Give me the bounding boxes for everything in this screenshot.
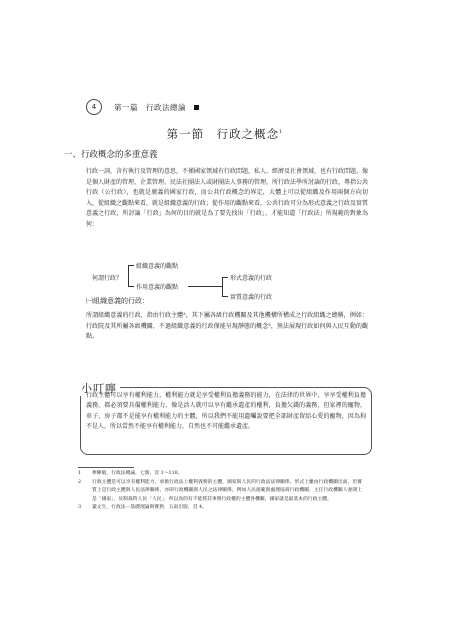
- diagram-branch-function: 作用意義的觀點: [136, 284, 179, 291]
- diagram-line: [128, 265, 134, 266]
- chapter-label: 第一篇 行政法總論: [114, 102, 186, 112]
- diagram-bracket-2: [222, 277, 223, 297]
- footnote: [78, 479, 362, 505]
- section-title-text: 第一節 行政之概念: [166, 127, 280, 141]
- footnote-rule: [78, 467, 134, 468]
- footnote-text: 行政主體是可以享有權利能力，承擔行政法上權利義務的主體，國家與人民的行政法法律關係，形式上雖由行政機關出面，但實質上是行政主體與人民法律關係，亦即行政機關與人民之法律關係，例如人民規範與處理協商行政機關，主任行政機關人妻開上是「國家」，於制裁時人民「人民」，所以真的有不能將其事務行政權的主體各機關，國家就是最基本的行政主體。: [92, 479, 362, 502]
- footnote-number: 2: [78, 479, 82, 485]
- footnote-text: 葉文生，行政法－基礎理論與實務，五南出版，頁 4。: [92, 505, 207, 511]
- diagram-leaf-substantive: 實質意義的行政: [230, 294, 273, 301]
- page-number: 4: [86, 99, 102, 115]
- footnote-text: 參陳敏，行政法總論，七版，頁 1～110。: [92, 471, 183, 476]
- footnote-number: 3: [78, 505, 82, 511]
- diagram-line: [222, 277, 228, 278]
- diagram-root: 何謂行政？: [92, 275, 123, 282]
- section-title: [0, 126, 450, 142]
- diagram-bracket-1: [128, 265, 129, 287]
- section-footnote-mark: 1: [279, 129, 284, 136]
- diagram-branch-organization: 組織意義的觀點: [136, 263, 179, 270]
- diagram-line: [222, 296, 228, 297]
- footnote: [78, 470, 362, 479]
- tip-box-title: 小叮嚀: [78, 380, 120, 396]
- paragraph-intro: 行政一詞，含有執行及管理的意思，不僅國家領域有行政問題，私人、經濟及社會領域，也有行政問題，像是個人財產的管理、企業管理、民法社團法人或財團法人事務的管理，所行政法學所討論的行政，專指公共行政（公行政），也就是廣義的國家行政，而公共行政概念的界定，大體上可以從組織及作用兩個方向切入，從組織之觀點來看，就是組織意義的行政；從作用的觀點來看，公共行政可分為形式意義之行政及實質意義之行政，所討論「行政」為何的目的就是為了要先找出「行政」，才能知道「行政法」所規範的對象為何：: [86, 168, 369, 228]
- footnote-number: 1: [78, 471, 82, 476]
- footnotes: [78, 470, 362, 513]
- tip-box-text: 行政主體可以享有權利能力，權利能力就是享受權利負擔義務的能力，在法律的世界中，享享受權利負擔義務，都必須要具備權利能力，像是活人就可以享有繼承遺產的權利，負擔欠錢的義務，但家裡的寵物，車子、房子都不是能享有權利能力的主體，所以我們不能用遺囑說要把全部財產留給心愛的寵物，因為狗不是人，所以當然不能享有權利能力，自然也不可能繼承遺產。: [86, 392, 366, 431]
- paragraph-organizational: 所謂組織意義的行政，指由行政主體²，其下屬各級行政機關及其他機構所構成之行政組織之總稱，例如：行政院及其所屬各級機關，不過組織意義的行政僅能呈現靜態的概念³，無法展現行政如何與人民互動的觀點。: [86, 312, 368, 341]
- heading-organizational: ㈠組織意義的行政：: [86, 297, 149, 305]
- footnote: [78, 504, 362, 513]
- diagram-line: [128, 286, 134, 287]
- diagram-line: [188, 286, 222, 287]
- concept-diagram: [92, 259, 332, 299]
- diagram-leaf-formal: 形式意義的行政: [230, 275, 273, 282]
- header-square-mark: [194, 105, 199, 110]
- heading-multiple-meanings: 一、行政概念的多重意義: [64, 150, 158, 160]
- running-header: [86, 99, 199, 115]
